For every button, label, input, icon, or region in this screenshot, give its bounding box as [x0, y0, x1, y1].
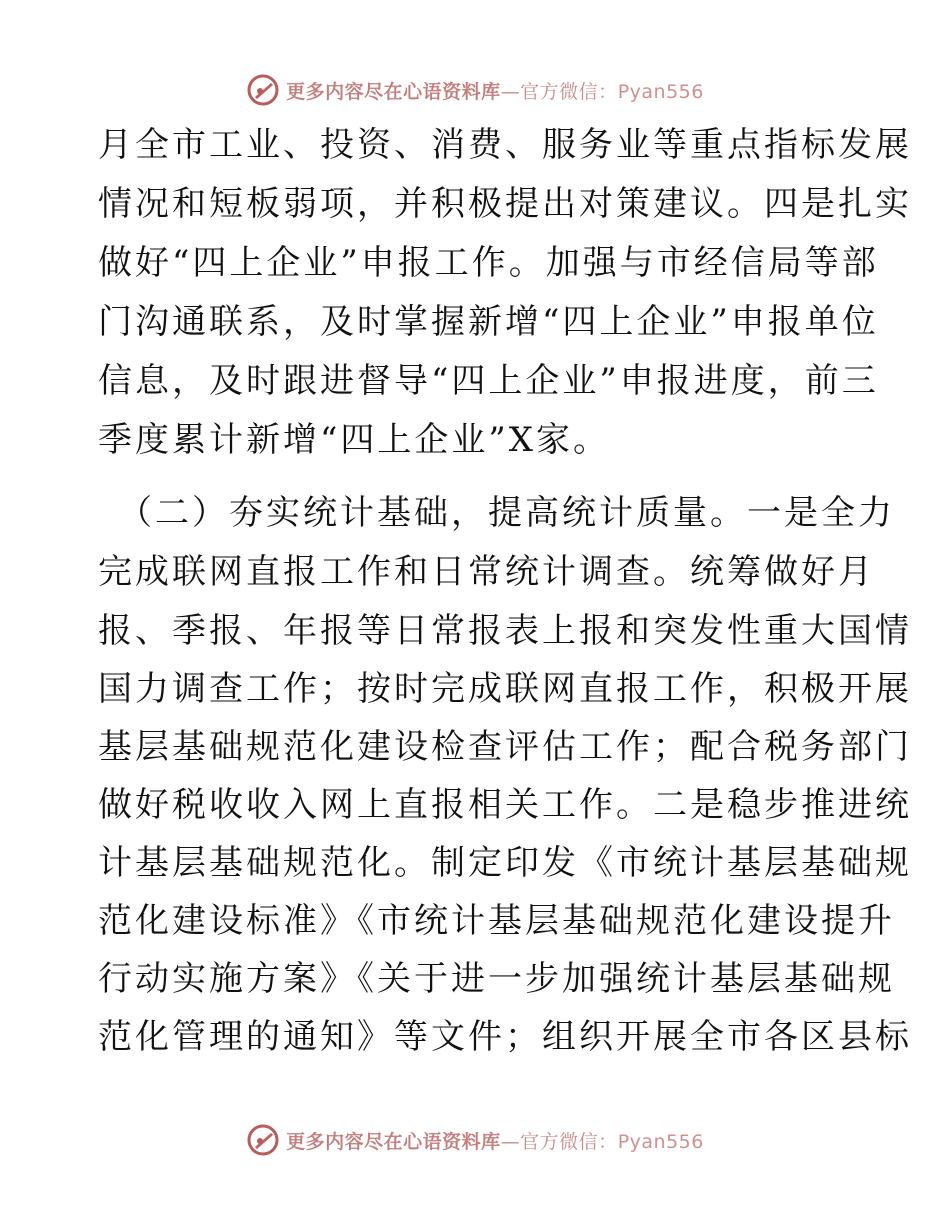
- banner-sub-text: 官方微信：: [520, 1130, 618, 1153]
- text-line: 季度累计新增“四上企业”X家。: [98, 420, 610, 460]
- brand-logo-icon: [246, 1123, 280, 1157]
- text-line: 范化建设标准》《市统计基层基础规范化建设提升: [98, 901, 895, 941]
- text-line: 月全市工业、投资、消费、服务业等重点指标发展: [98, 125, 912, 165]
- text-line: 计基层基础规范化。制定印发《市统计基层基础规: [98, 843, 912, 883]
- header-banner: [0, 70, 950, 110]
- text-line: 行动实施方案》《关于进一步加强统计基层基础规: [98, 959, 895, 999]
- banner-separator: —: [500, 1130, 521, 1153]
- footer-banner: [0, 1120, 950, 1160]
- banner-main-text: 更多内容尽在心语资料库: [286, 1130, 501, 1153]
- banner-text: [286, 77, 704, 104]
- text-line: 情况和短板弱项，并积极提出对策建议。四是扎实: [98, 184, 912, 224]
- text-line: 基层基础规范化建设检查评估工作；配合税务部门: [98, 727, 912, 767]
- text-line: 做好税收收入网上直报相关工作。二是稳步推进统: [98, 785, 912, 825]
- banner-text: [286, 1127, 704, 1154]
- text-line: 做好“四上企业”申报工作。加强与市经信局等部: [98, 243, 879, 283]
- text-line: 国力调查工作；按时完成联网直报工作，积极开展: [98, 669, 912, 709]
- text-line: 范化管理的通知》等文件；组织开展全市各区县标: [98, 1017, 912, 1057]
- banner-handle: Pyan556: [617, 1130, 704, 1153]
- banner-handle: Pyan556: [617, 80, 704, 103]
- text-line: （二）夯实统计基础，提高统计质量。一是全力: [118, 493, 895, 533]
- text-line: 完成联网直报工作和日常统计调查。统筹做好月: [98, 552, 875, 592]
- text-line: 信息，及时跟进督导“四上企业”申报进度，前三: [98, 361, 879, 401]
- text-line: 门沟通联系，及时掌握新增“四上企业”申报单位: [98, 302, 879, 342]
- banner-main-text: 更多内容尽在心语资料库: [286, 80, 501, 103]
- text-line: 报、季报、年报等日常报表上报和突发性重大国情: [98, 611, 912, 651]
- brand-logo-icon: [246, 73, 280, 107]
- banner-separator: —: [500, 80, 521, 103]
- banner-sub-text: 官方微信：: [520, 80, 618, 103]
